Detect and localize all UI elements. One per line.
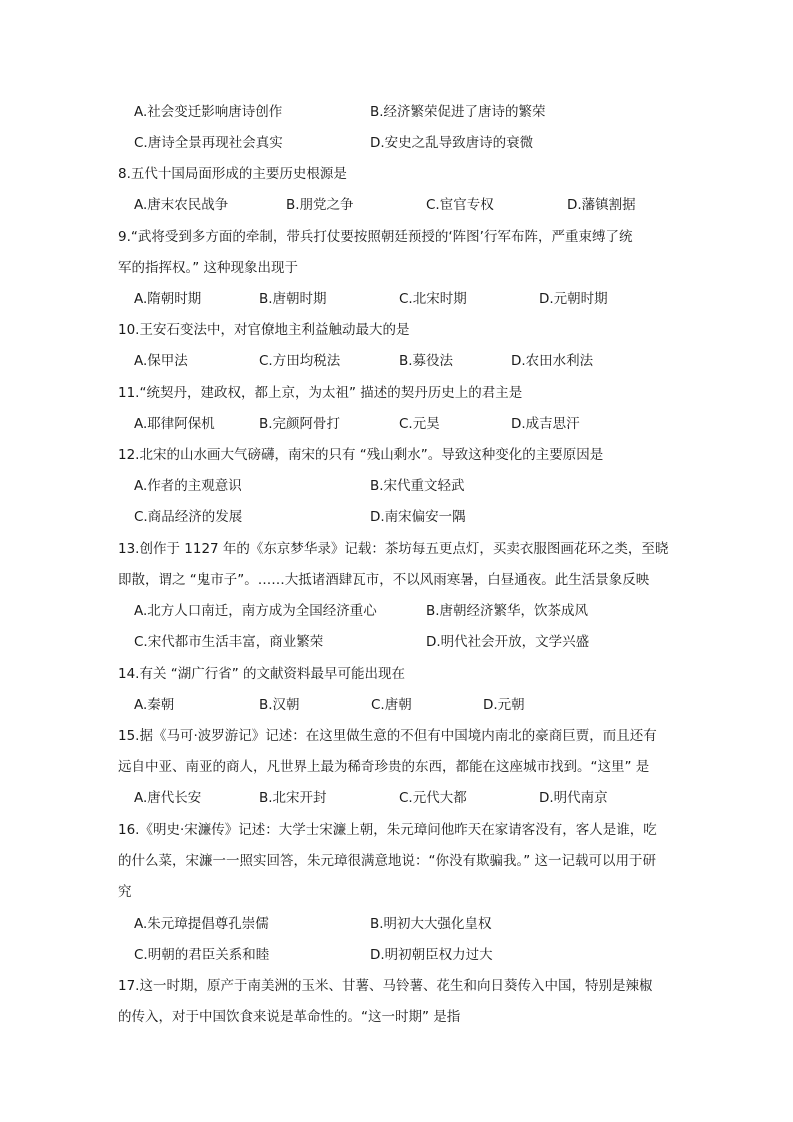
q12-option-d[interactable]: D.南宋偏安一隅 — [370, 509, 466, 525]
q16-option-a[interactable]: A.朱元璋提倡尊孔崇儒 — [134, 916, 269, 932]
q15-option-c[interactable]: C.元代大都 — [399, 790, 467, 806]
q8-stem: 8.五代十国局面形成的主要历史根源是 — [118, 166, 347, 182]
q10-option-b[interactable]: B.募役法 — [399, 353, 454, 369]
q9-option-c[interactable]: C.北宋时期 — [399, 291, 467, 307]
q10-stem: 10.王安石变法中，对官僚地主利益触动最大的是 — [118, 322, 410, 338]
q17-stem-line-1: 17.这一时期，原产于南美洲的玉米、甘薯、马铃薯、花生和向日葵传入中国，特别是辣椒 — [118, 978, 653, 994]
q9-option-b[interactable]: B.唐朝时期 — [259, 291, 327, 307]
q16-stem-line-2: 的什么菜，宋濂一一照实回答，朱元璋很满意地说：“你没有欺骗我。” 这一记载可以用于研 — [118, 853, 657, 869]
q15-option-b[interactable]: B.北宋开封 — [259, 790, 327, 806]
q14-stem: 14.有关 “湖广行省” 的文献资料最早可能出现在 — [118, 666, 406, 682]
q8-option-b[interactable]: B.朋党之争 — [286, 197, 354, 213]
q9-stem-line-1: 9.“武将受到多方面的牵制，带兵打仗要按照朝廷预授的‘阵图’行军布阵，严重束缚了统 — [118, 229, 633, 245]
q13-option-c[interactable]: C.宋代都市生活丰富，商业繁荣 — [134, 634, 324, 650]
q10-option-d[interactable]: D.农田水利法 — [511, 353, 594, 369]
q7-option-a[interactable]: A.社会变迁影响唐诗创作 — [134, 104, 283, 120]
q11-option-c[interactable]: C.元昊 — [399, 416, 440, 432]
q8-option-c[interactable]: C.宦官专权 — [426, 197, 494, 213]
q9-stem-line-2: 军的指挥权。” 这种现象出现于 — [118, 260, 299, 276]
q8-option-a[interactable]: A.唐末农民战争 — [134, 197, 229, 213]
q13-option-b[interactable]: B.唐朝经济繁华，饮茶成风 — [426, 603, 589, 619]
q13-stem-line-2: 即散，谓之 “鬼市子”。……大抵诸酒肆瓦市，不以风雨寒暑，白昼通夜。此生活景象反映 — [118, 572, 650, 588]
q8-option-d[interactable]: D.藩镇割据 — [567, 197, 636, 213]
q13-option-d[interactable]: D.明代社会开放，文学兴盛 — [426, 634, 590, 650]
q11-stem: 11.“统契丹，建政权，都上京，为太祖” 描述的契丹历史上的君主是 — [118, 385, 523, 401]
q14-option-b[interactable]: B.汉朝 — [259, 697, 300, 713]
q16-stem-line-3: 究 — [118, 884, 132, 900]
q10-option-a[interactable]: A.保甲法 — [134, 353, 188, 369]
q14-option-a[interactable]: A.秦朝 — [134, 697, 175, 713]
q15-option-a[interactable]: A.唐代长安 — [134, 790, 202, 806]
q11-option-a[interactable]: A.耶律阿保机 — [134, 416, 215, 432]
q14-option-d[interactable]: D.元朝 — [483, 697, 525, 713]
q7-option-d[interactable]: D.安史之乱导致唐诗的衰微 — [370, 135, 534, 151]
q7-option-c[interactable]: C.唐诗全景再现社会真实 — [134, 135, 283, 151]
q16-stem-line-1: 16.《明史·宋濂传》记述：大学士宋濂上朝，朱元璋问他昨天在家请客没有，客人是谁，吃 — [118, 822, 657, 838]
q11-option-d[interactable]: D.成吉思汗 — [511, 416, 580, 432]
q13-option-a[interactable]: A.北方人口南迁，南方成为全国经济重心 — [134, 603, 377, 619]
q9-option-d[interactable]: D.元朝时期 — [539, 291, 608, 307]
q15-stem-line-1: 15.据《马可·波罗游记》记述：在这里做生意的不但有中国境内南北的豪商巨贾，而且还有 — [118, 728, 657, 744]
q16-option-b[interactable]: B.明初大大强化皇权 — [370, 916, 492, 932]
q13-stem-line-1: 13.创作于 1127 年的《东京梦华录》记载：茶坊每五更点灯，买卖衣服图画花环之类，至晓 — [118, 541, 669, 557]
q7-option-b[interactable]: B.经济繁荣促进了唐诗的繁荣 — [370, 104, 546, 120]
q11-option-b[interactable]: B.完颜阿骨打 — [259, 416, 341, 432]
q9-option-a[interactable]: A.隋朝时期 — [134, 291, 202, 307]
q16-option-d[interactable]: D.明初朝臣权力过大 — [370, 947, 493, 963]
q12-option-a[interactable]: A.作者的主观意识 — [134, 478, 242, 494]
q12-stem: 12.北宋的山水画大气磅礴，南宋的只有 “残山剩水”。导致这种变化的主要原因是 — [118, 447, 604, 463]
q15-option-d[interactable]: D.明代南京 — [539, 790, 608, 806]
q16-option-c[interactable]: C.明朝的君臣关系和睦 — [134, 947, 270, 963]
q14-option-c[interactable]: C.唐朝 — [371, 697, 412, 713]
q12-option-c[interactable]: C.商品经济的发展 — [134, 509, 243, 525]
q17-stem-line-2: 的传入，对于中国饮食来说是革命性的。“这一时期” 是指 — [118, 1009, 461, 1025]
q15-stem-line-2: 远自中亚、南亚的商人，凡世界上最为稀奇珍贵的东西，都能在这座城市找到。“这里” 是 — [118, 759, 650, 775]
q12-option-b[interactable]: B.宋代重文轻武 — [370, 478, 465, 494]
q10-option-c[interactable]: C.方田均税法 — [259, 353, 341, 369]
